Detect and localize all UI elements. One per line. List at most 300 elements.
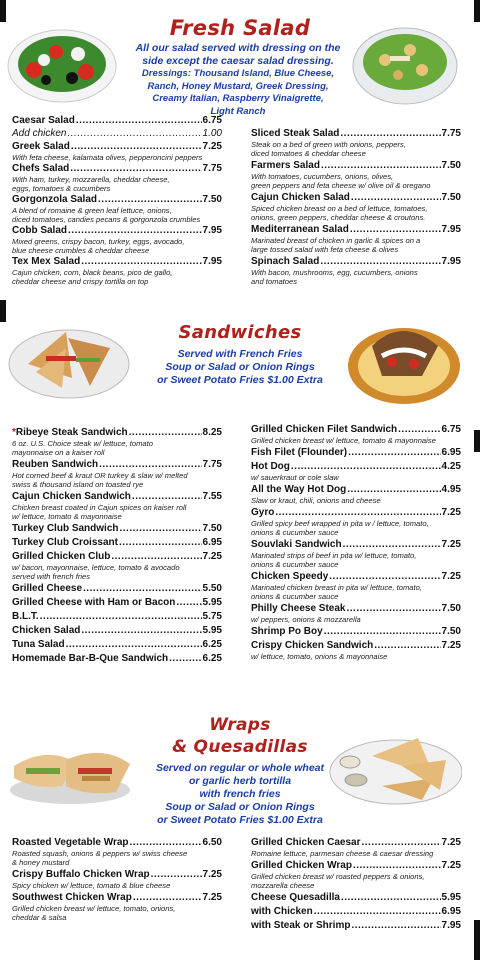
menu-item-description: With feta cheese, kalamata olives, pepperoncini peppers: [12, 153, 203, 162]
menu-item-price: 7.25: [441, 507, 461, 518]
menu-item-row: [12, 625, 222, 637]
menu-item-row: [12, 597, 222, 609]
menu-item-description: A blend of romaine & green leaf lettuce, onions,: [12, 206, 172, 215]
dot-leader: [291, 461, 441, 473]
menu-item-row: [251, 507, 461, 519]
menu-item-price: 5.95: [441, 892, 461, 903]
menu-item-price: 7.95: [441, 256, 461, 267]
menu-item-row: [12, 256, 222, 268]
menu-item-price: 6.25: [202, 639, 222, 650]
salad-blurb-line: All our salad served with dressing on the: [135, 42, 341, 54]
menu-item-row: [251, 860, 461, 872]
menu-item-price: 7.25: [441, 860, 461, 871]
menu-item: [12, 653, 222, 665]
sandwiches-blurb-line: or Sweet Potato Fries $1.00 Extra: [157, 374, 323, 386]
menu-item: [12, 141, 222, 162]
menu-item-name-text: Add chicken: [12, 128, 67, 139]
dressings-line: Light Ranch: [210, 105, 266, 117]
menu-item-row: [251, 603, 461, 615]
menu-item-description: Steak on a bed of green with onions, peppers,: [251, 140, 406, 149]
menu-item-price: 7.95: [441, 224, 461, 235]
menu-item-name: [12, 256, 80, 268]
menu-item-price: 5.50: [202, 583, 222, 594]
menu-item: [12, 551, 222, 581]
menu-item-name-text: Southwest Chicken Wrap: [12, 892, 132, 903]
menu-item-row: [251, 640, 461, 652]
menu-item-name-text: Turkey Club Sandwich: [12, 523, 119, 534]
dot-leader: [70, 163, 201, 175]
menu-item-price: 7.50: [441, 192, 461, 203]
menu-item: [12, 639, 222, 651]
menu-item-name: [251, 447, 347, 459]
dot-leader: [132, 491, 202, 503]
salad-blurb-line: side except the caesar salad dressing.: [142, 55, 334, 67]
menu-item-description: w/ bacon, mayonnaise, lettuce, tomato & avocado: [12, 563, 180, 572]
menu-item-name: [12, 128, 66, 140]
menu-item-price: 7.50: [441, 160, 461, 171]
menu-item-price: 7.75: [202, 163, 222, 174]
menu-item-description: w/ peppers, onions & mozzarella: [251, 615, 361, 624]
menu-item-price: 6.50: [202, 837, 222, 848]
menu-item-name-text: Chicken Speedy: [251, 571, 329, 582]
edge-bar-right-bottom: [474, 920, 480, 960]
menu-item-price: 5.95: [202, 597, 222, 608]
dot-leader: [340, 128, 440, 140]
sandwiches-blurb: [130, 348, 350, 387]
dot-leader: [130, 837, 202, 849]
menu-item: [12, 869, 222, 890]
menu-item: [251, 224, 461, 254]
menu-item-row: [12, 459, 222, 471]
menu-item-description: Marinated breast of chicken in garlic & spices on a: [251, 236, 421, 245]
salad-photo-right: [350, 20, 460, 106]
menu-item-row: [12, 837, 222, 849]
menu-item-row: [251, 892, 461, 904]
menu-item-price: 6.75: [441, 424, 461, 435]
menu-item-description: Grilled spicy beef wrapped in pita w / lettuce, tomato,: [251, 519, 429, 528]
menu-item-name: [251, 192, 350, 204]
menu-item-row: [12, 141, 222, 153]
menu-item-price: 6.75: [202, 115, 222, 126]
menu-item-price: 7.75: [202, 459, 222, 470]
dressings-line: Dressings: Thousand Island, Blue Cheese,: [141, 68, 335, 79]
menu-item-price: 7.95: [202, 225, 222, 236]
menu-item-name-text: Cobb Salad: [12, 225, 68, 236]
menu-item: [251, 892, 461, 904]
menu-item-price: 7.25: [441, 640, 461, 651]
menu-item-price: 7.50: [441, 626, 461, 637]
dot-leader: [350, 224, 441, 236]
dot-leader: [398, 424, 440, 436]
menu-item-name: [251, 837, 361, 849]
menu-item-row: [251, 424, 461, 436]
menu-item: [12, 225, 222, 255]
menu-item: [251, 160, 461, 190]
menu-item-name-text: Grilled Cheese: [12, 583, 83, 594]
menu-item-name: [251, 539, 342, 551]
menu-item-price: 7.25: [441, 571, 461, 582]
menu-item-row: [12, 639, 222, 651]
wraps-blurb-line: or garlic herb tortilla: [188, 775, 292, 787]
menu-item-description: and tomatoes: [251, 277, 298, 286]
dot-leader: [71, 141, 202, 153]
menu-item-row: [251, 128, 461, 140]
menu-item-name: [251, 507, 274, 519]
menu-item-row: [12, 551, 222, 563]
dot-leader: [120, 523, 202, 535]
menu-item-row: [251, 539, 461, 551]
menu-item-name: [251, 424, 397, 436]
menu-item-price: 7.25: [202, 892, 222, 903]
menu-item: [12, 837, 222, 867]
dot-leader: [169, 653, 201, 665]
menu-item-description: With bacon, mushrooms, egg, cucumbers, onions: [251, 268, 418, 277]
menu-item: [12, 163, 222, 193]
sandwiches-blurb-line: Served with French Fries: [177, 348, 303, 360]
dot-leader: [351, 920, 440, 932]
menu-item-row: [251, 256, 461, 268]
dot-leader: [362, 837, 441, 849]
menu-item: [251, 128, 461, 158]
menu-item: [251, 571, 461, 601]
menu-item-row: [12, 225, 222, 237]
menu-item: [251, 920, 461, 932]
dot-leader: [374, 640, 440, 652]
menu-item-name-text: All the Way Hot Dog: [251, 484, 347, 495]
menu-item-row: [12, 163, 222, 175]
menu-item-row: [12, 128, 222, 140]
menu-item-price: 4.95: [441, 484, 461, 495]
menu-item: [12, 194, 222, 224]
menu-item-name-text: Shrimp Po Boy: [251, 626, 323, 637]
menu-item-price: 7.25: [202, 141, 222, 152]
menu-item-name-text: Grilled Cheese with Ham or Bacon: [12, 597, 176, 608]
menu-item-description: onions, green peppers, cheddar cheese & croutons.: [251, 213, 426, 222]
menu-item-name-text: Grilled Chicken Filet Sandwich: [251, 424, 398, 435]
menu-item-description: & honey mustard: [12, 858, 70, 867]
menu-item-price: 7.95: [202, 256, 222, 267]
menu-item-name: [12, 141, 70, 153]
menu-item-row: [12, 194, 222, 206]
sandwiches-blurb-line: Soup or Salad or Onion Rings: [165, 361, 315, 373]
dot-leader: [83, 583, 202, 595]
sandwiches-right-column: [251, 424, 461, 663]
menu-item: [251, 860, 461, 890]
menu-item-description: With ham, turkey, mozzarella, cheddar cheese,: [12, 175, 170, 184]
dot-leader: [343, 539, 441, 551]
menu-item-price: 6.25: [202, 653, 222, 664]
menu-item-name-text: Gorgonzola Salad: [12, 194, 98, 205]
dot-leader: [341, 892, 441, 904]
dot-leader: [99, 459, 201, 471]
menu-item-row: [251, 571, 461, 583]
dot-leader: [324, 626, 441, 638]
dot-leader: [320, 256, 440, 268]
menu-item: [251, 626, 461, 638]
menu-item-name-text: with Steak or Shrimp: [251, 920, 351, 931]
menu-item-name: [251, 603, 346, 615]
menu-item-name: [12, 611, 39, 623]
dot-leader: [347, 603, 441, 615]
menu-item-name-text: with Chicken: [251, 906, 313, 917]
menu-item-name: [12, 892, 132, 904]
dressings-line: Ranch, Honey Mustard, Greek Dressing,: [147, 80, 329, 92]
menu-item-row: [12, 537, 222, 549]
menu-item-name-text: Philly Cheese Steak: [251, 603, 346, 614]
sandwich-photo-right: [342, 316, 462, 406]
menu-item-name: [251, 571, 328, 583]
menu-item-name-text: Chefs Salad: [12, 163, 70, 174]
menu-item: [12, 459, 222, 489]
menu-item-row: [251, 192, 461, 204]
menu-item-price: 7.25: [202, 551, 222, 562]
menu-item-description: w/ lettuce, tomato, onions & mayonnaise: [251, 652, 388, 661]
dot-leader: [133, 892, 202, 904]
menu-item-description: w/ lettuce, tomato & mayonnaise: [12, 512, 122, 521]
dot-leader: [76, 115, 202, 127]
menu-item-name-text: Roasted Vegetable Wrap: [12, 837, 129, 848]
dot-leader: [129, 427, 202, 439]
menu-item-name-text: Souvlaki Sandwich: [251, 539, 342, 550]
salad-blurb: [118, 42, 358, 118]
menu-item-row: [251, 626, 461, 638]
menu-item: [251, 461, 461, 482]
menu-item-name: [12, 551, 110, 563]
menu-item: [12, 611, 222, 623]
menu-item-name: [251, 640, 373, 652]
menu-item-name: [251, 906, 313, 918]
menu-item-price: 6.95: [202, 537, 222, 548]
menu-item-row: [251, 447, 461, 459]
sandwiches-title: Sandwiches: [178, 322, 302, 343]
dot-leader: [81, 256, 201, 268]
menu-item-row: [251, 484, 461, 496]
menu-item-row: [251, 920, 461, 932]
dot-leader: [275, 507, 440, 519]
dot-leader: [66, 639, 202, 651]
menu-item: [12, 583, 222, 595]
menu-item-price: 7.55: [202, 491, 222, 502]
wraps-blurb-line: or Sweet Potato Fries $1.00 Extra: [157, 814, 323, 826]
menu-item-name: [12, 653, 168, 665]
menu-item: [251, 906, 461, 918]
menu-item-name-text: Grilled Chicken Caesar: [251, 837, 361, 848]
wraps-blurb-line: Soup or Salad or Onion Rings: [165, 801, 315, 813]
menu-item-description: Romaine lettuce, parmesan cheese & caesar dressing: [251, 849, 434, 858]
menu-item-name: [251, 461, 290, 473]
dot-leader: [81, 625, 201, 637]
menu-item-price: 7.50: [202, 194, 222, 205]
menu-item-name: [12, 194, 97, 206]
menu-item: [251, 507, 461, 537]
menu-item-name: [12, 523, 119, 535]
menu-item-name: [12, 537, 118, 549]
menu-item-row: [251, 906, 461, 918]
menu-item: [251, 640, 461, 661]
menu-item-name-text: Chicken Salad: [12, 625, 81, 636]
dot-leader: [98, 194, 202, 206]
dressings-line: Creamy Italian, Raspberry Vinaigrette,: [152, 93, 324, 104]
dot-leader: [329, 571, 440, 583]
menu-item-price: 7.50: [441, 603, 461, 614]
menu-item-description: onions & cucumber sauce: [251, 592, 339, 601]
menu-item: [12, 537, 222, 549]
menu-item-description: diced tomatoes, candies pecans & gorgonzola crumbles: [12, 215, 201, 224]
wraps-blurb: [130, 762, 350, 827]
menu-item-name-text: Crispy Buffalo Chicken Wrap: [12, 869, 150, 880]
menu-item-name: [12, 869, 150, 881]
menu-item-name-text: Caesar Salad: [12, 115, 75, 126]
sandwiches-left-column: [12, 427, 222, 667]
menu-item-description: Grilled chicken breast w/ lettuce, tomato, onions,: [12, 904, 176, 913]
menu-item-name-text: B.L.T.: [12, 611, 39, 622]
menu-item-name-text: Gyro: [251, 507, 275, 518]
menu-item-price: 6.95: [441, 447, 461, 458]
menu-item-price: 5.95: [202, 625, 222, 636]
menu-item: [251, 539, 461, 569]
dot-leader: [347, 484, 440, 496]
menu-item-row: [12, 491, 222, 503]
menu-item: [251, 837, 461, 858]
menu-item-description: Grilled chicken breast w/ lettuce, tomato & mayonnaise: [251, 436, 436, 445]
special-marker: *: [12, 427, 16, 438]
menu-item-name: [251, 128, 339, 140]
menu-item-row: [12, 892, 222, 904]
menu-item-description: 6 oz. U.S. Choice steak w/ lettuce, tomato: [12, 439, 153, 448]
menu-item-description: mayonnaise on a kaiser roll: [12, 448, 105, 457]
menu-item-row: [251, 224, 461, 236]
edge-bar-right-mid: [474, 430, 480, 452]
menu-item-row: [251, 461, 461, 473]
wraps-right-column: [251, 837, 461, 934]
menu-item-price: 8.25: [202, 427, 222, 438]
menu-item-description: With tomatoes, cucumbers, onions, olives,: [251, 172, 394, 181]
menu-item-row: [12, 523, 222, 535]
menu-item-description: Grilled chicken breast w/ roasted peppers & onions,: [251, 872, 425, 881]
menu-item: [251, 447, 461, 459]
wraps-left-column: [12, 837, 222, 924]
menu-item: [12, 115, 222, 127]
dot-leader: [351, 192, 441, 204]
dot-leader: [40, 611, 202, 623]
menu-item-name-text: Cajun Chicken Salad: [251, 192, 350, 203]
menu-item: [12, 256, 222, 286]
menu-item-description: w/ sauerkraut or cole slaw: [251, 473, 339, 482]
menu-item: [12, 625, 222, 637]
menu-item-description: Mixed greens, crispy bacon, turkey, eggs, avocado,: [12, 237, 185, 246]
menu-item-name: [251, 626, 323, 638]
menu-item: [251, 603, 461, 624]
menu-item-description: Marinated chicken breast in pita w/ lettuce, tomato,: [251, 583, 422, 592]
menu-item: [12, 597, 222, 609]
menu-item: [12, 427, 222, 457]
menu-item-description: Spicy chicken w/ lettuce, tomato & blue cheese: [12, 881, 171, 890]
wraps-blurb-line: with french fries: [199, 788, 281, 800]
menu-item: [251, 484, 461, 505]
menu-item-name: [12, 163, 69, 175]
menu-item-name-text: Greek Salad: [12, 141, 70, 152]
menu-item-name: [251, 892, 340, 904]
menu-item-description: diced tomatoes & cheddar cheese: [251, 149, 366, 158]
menu-item-row: [251, 160, 461, 172]
dot-leader: [353, 860, 441, 872]
menu-item-name-text: Reuben Sandwich: [12, 459, 99, 470]
salad-left-column: [12, 115, 222, 287]
menu-item-name-text: Farmers Salad: [251, 160, 320, 171]
menu-item-name: [12, 639, 65, 651]
menu-item-name-text: Mediterranean Salad: [251, 224, 349, 235]
menu-item-name: [251, 484, 346, 496]
menu-item-description: Marinated strips of beef in pita w/ lettuce, tomato,: [251, 551, 417, 560]
menu-item-name-text: Crispy Chicken Sandwich: [251, 640, 374, 651]
menu-item-name-text: Spinach Salad: [251, 256, 320, 267]
menu-item-name: [251, 224, 349, 236]
menu-item-name: [12, 225, 67, 237]
menu-item-description: onions & cucumber sauce: [251, 528, 339, 537]
menu-item-name-text: Homemade Bar-B-Que Sandwich: [12, 653, 169, 664]
menu-item-name-text: Ribeye Steak Sandwich: [15, 427, 128, 438]
menu-item-name: [251, 860, 352, 872]
menu-item-name-text: Grilled Chicken Wrap: [251, 860, 352, 871]
menu-item-name-text: Grilled Chicken Club: [12, 551, 111, 562]
menu-item-description: onions & cucumber sauce: [251, 560, 339, 569]
menu-item-name-text: Hot Dog: [251, 461, 290, 472]
menu-item-description: Hot corned beef & kraut OR turkey & slaw w/ melted: [12, 471, 188, 480]
menu-item-name: [12, 115, 75, 127]
wraps-title-line: Wraps: [209, 715, 271, 735]
menu-item-row: [12, 583, 222, 595]
menu-item-description: swiss & thousand island on toasted rye: [12, 480, 144, 489]
menu-item-row: [12, 115, 222, 127]
dot-leader: [67, 128, 201, 140]
salad-right-column: [251, 128, 461, 288]
menu-item-description: Chicken breast coated in Cajun spices on kaiser roll: [12, 503, 187, 512]
menu-item-name: [12, 597, 175, 609]
salad-title: Fresh Salad: [169, 16, 311, 40]
wraps-blurb-line: Served on regular or whole wheat: [155, 762, 325, 774]
menu-item-description: Slaw or kraut, chili, onions and cheese: [251, 496, 381, 505]
menu-item: [12, 523, 222, 535]
wraps-title-line: & Quesadillas: [172, 737, 308, 757]
menu-item-name-text: Fish Filet (Flounder): [251, 447, 348, 458]
menu-item: [12, 491, 222, 521]
dot-leader: [176, 597, 201, 609]
menu-item-row: [12, 611, 222, 623]
dot-leader: [314, 906, 441, 918]
menu-item-name: [12, 625, 80, 637]
menu-item-description: Roasted squash, onions & peppers w/ swiss cheese: [12, 849, 188, 858]
menu-item-price: 7.25: [441, 539, 461, 550]
menu-item-name-text: Tuna Salad: [12, 639, 65, 650]
menu-item-price: 7.25: [202, 869, 222, 880]
menu-item-price: 1.00: [202, 128, 222, 139]
menu-item-price: 7.75: [441, 128, 461, 139]
menu-item: [251, 192, 461, 222]
menu-item-name: [12, 459, 98, 471]
menu-item-description: served with french fries: [12, 572, 91, 581]
menu-item-name-text: Tex Mex Salad: [12, 256, 81, 267]
menu-item-name: [12, 583, 82, 595]
wraps-photo-left: [6, 730, 134, 808]
dot-leader: [348, 447, 440, 459]
menu-item-price: 7.95: [441, 920, 461, 931]
menu-item-name: [12, 491, 131, 503]
menu-item-description: Cajun chicken, corn, black beans, pico de gallo,: [12, 268, 173, 277]
menu-item-description: cheddar & salsa: [12, 913, 67, 922]
menu-item-name: [251, 160, 320, 172]
menu-item-price: 6.95: [441, 906, 461, 917]
menu-item-description: blue cheese crumbles & cheddar cheese: [12, 246, 150, 255]
